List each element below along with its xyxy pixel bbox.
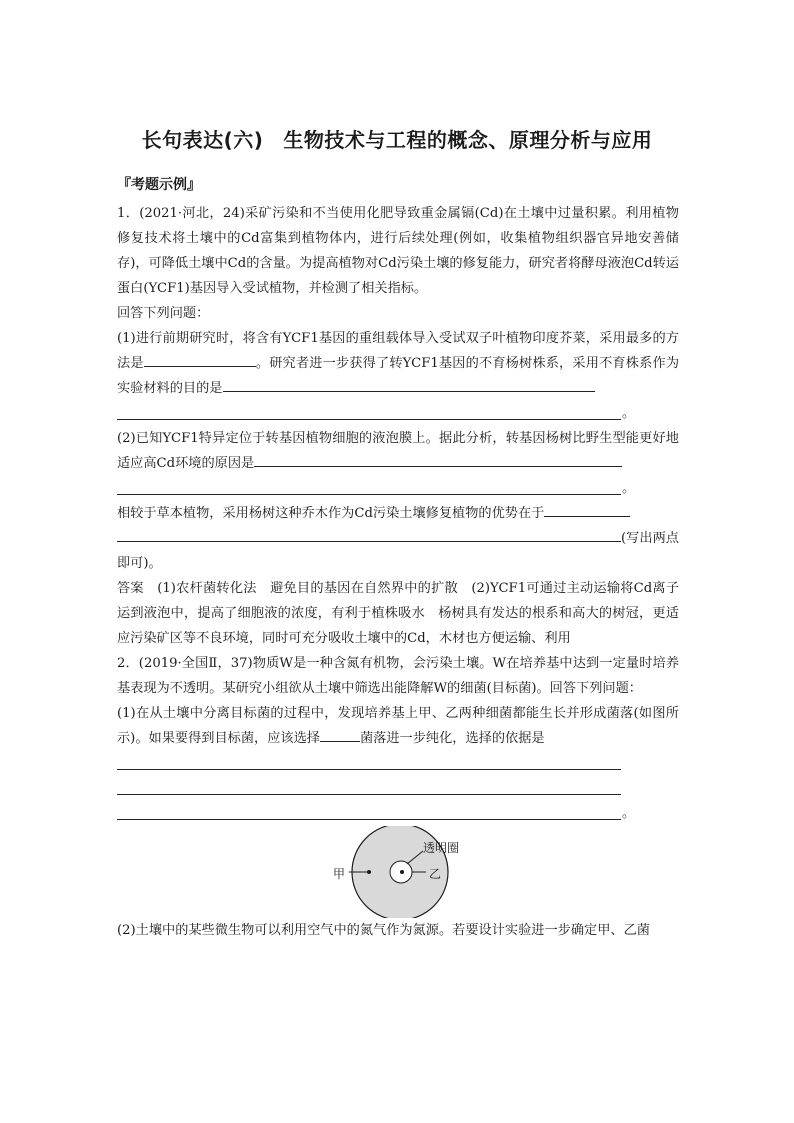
q1-sub2	[117, 426, 679, 476]
q1-blank-5[interactable]	[117, 526, 621, 542]
q2-intro: 2．(2019·全国Ⅱ，37)物质W是一种含氮有机物，会污染土壤。W在培养基中达到一定量时培养基表现为不透明。某研究小组欲从土壤中筛选出能降解W的细菌(目标菌)。回答下列问题：	[117, 656, 679, 696]
q1-prompt: 回答下列问题：	[117, 306, 210, 321]
q1-sub2-text-c: (写出两点即可)。	[117, 531, 679, 571]
page-title	[0, 124, 794, 153]
q2-answer-line-3[interactable]	[117, 801, 679, 826]
q1-blank-4[interactable]	[544, 501, 630, 517]
q1-answer-line-2[interactable]	[117, 476, 679, 501]
q1-line1-period: 。	[622, 406, 636, 421]
label-jia: 甲	[333, 867, 346, 881]
q2-line3-period: 。	[622, 806, 636, 821]
q1-answer	[117, 576, 679, 651]
q1-intro: 1．(2021·河北，24)采矿污染和不当使用化肥导致重金属镉(Cd)在土壤中过量积累。利用植物修复技术将土壤中的Cd富集到植物体内，进行后续处理(例如，收集植物组织器官异地安善储存)，可降低土壤中Cd的含量。为提高植物对Cd污染土壤的修复能力，研究者将酵母液泡Cd转运蛋白(YCF1)基因导入受试植物，并检测了相关指标。	[117, 206, 679, 296]
q1-answer-line-1[interactable]	[117, 401, 679, 426]
q2-sub2: (2)土壤中的某些微生物可以利用空气中的氮气作为氮源。若要设计实验进一步确定甲、乙菌	[117, 923, 650, 938]
petri-dish-diagram	[117, 826, 679, 918]
q1-sub1-text-a: (1)进行前期研究时，将含有YCF1基因的重组载体导入受试双子叶植物印度芥菜，采用最多的方法是	[117, 331, 679, 371]
q2-sub1	[117, 701, 679, 751]
title-right: 生物技术与工程的概念、原理分析与应用	[283, 128, 653, 152]
q1-sub2-advantage	[117, 501, 679, 526]
q2-answer-line-2[interactable]	[117, 776, 679, 801]
q1-blank-2[interactable]	[223, 376, 595, 392]
answer-label: 答案	[117, 581, 144, 596]
title-left: 长句表达(六)	[141, 128, 264, 152]
q1-sub2-tail	[117, 526, 679, 576]
q1-sub1-text-b: 。研究者进一步获得了转YCF1基因的不育杨树株系，采用不育株系作为实验材料的目的是	[117, 356, 680, 396]
q2-sub1-text-b: 菌落进一步纯化，选择的依据是	[359, 731, 545, 746]
label-transparent-zone: 透明圈	[423, 841, 460, 855]
q2-answer-line-1[interactable]	[117, 751, 679, 776]
q1-line2-period: 。	[622, 481, 636, 496]
q1-sub1	[117, 326, 679, 401]
section-label: 『考题示例』	[117, 177, 201, 193]
label-yi: 乙	[429, 867, 442, 881]
petri-dish-figure	[117, 826, 679, 918]
q1-blank-3[interactable]	[254, 451, 622, 467]
q1-sub2-text-b: 相较于草本植物，采用杨树这种乔木作为Cd污染土壤修复植物的优势在于	[117, 506, 545, 521]
content	[117, 201, 679, 943]
colony-jia	[367, 870, 371, 874]
q2-blank-1[interactable]	[320, 726, 360, 742]
colony-yi	[400, 870, 404, 874]
q2-sub1-text-a: (1)在从土壤中分离目标菌的过程中，发现培养基上甲、乙两种细菌都能生长并形成菌落(如图所示)。如果要得到目标菌，应该选择	[117, 706, 679, 746]
q1-sub2-text-a: (2)已知YCF1特异定位于转基因植物细胞的液泡膜上。据此分析，转基因杨树比野生型能更好地适应高Cd环境的原因是	[117, 431, 679, 471]
q1-answer-text: (1)农杆菌转化法 避免目的基因在自然界中的扩散 (2)YCF1可通过主动运输将Cd离子运到液泡中，提高了细胞液的浓度，有利于植株吸水 杨树具有发达的根系和高大的树冠，更适应污染矿区等不良环境，同时可充分吸收土壤中的Cd，木材也方便运输、利用	[117, 581, 680, 646]
q1-blank-1[interactable]	[144, 351, 256, 367]
